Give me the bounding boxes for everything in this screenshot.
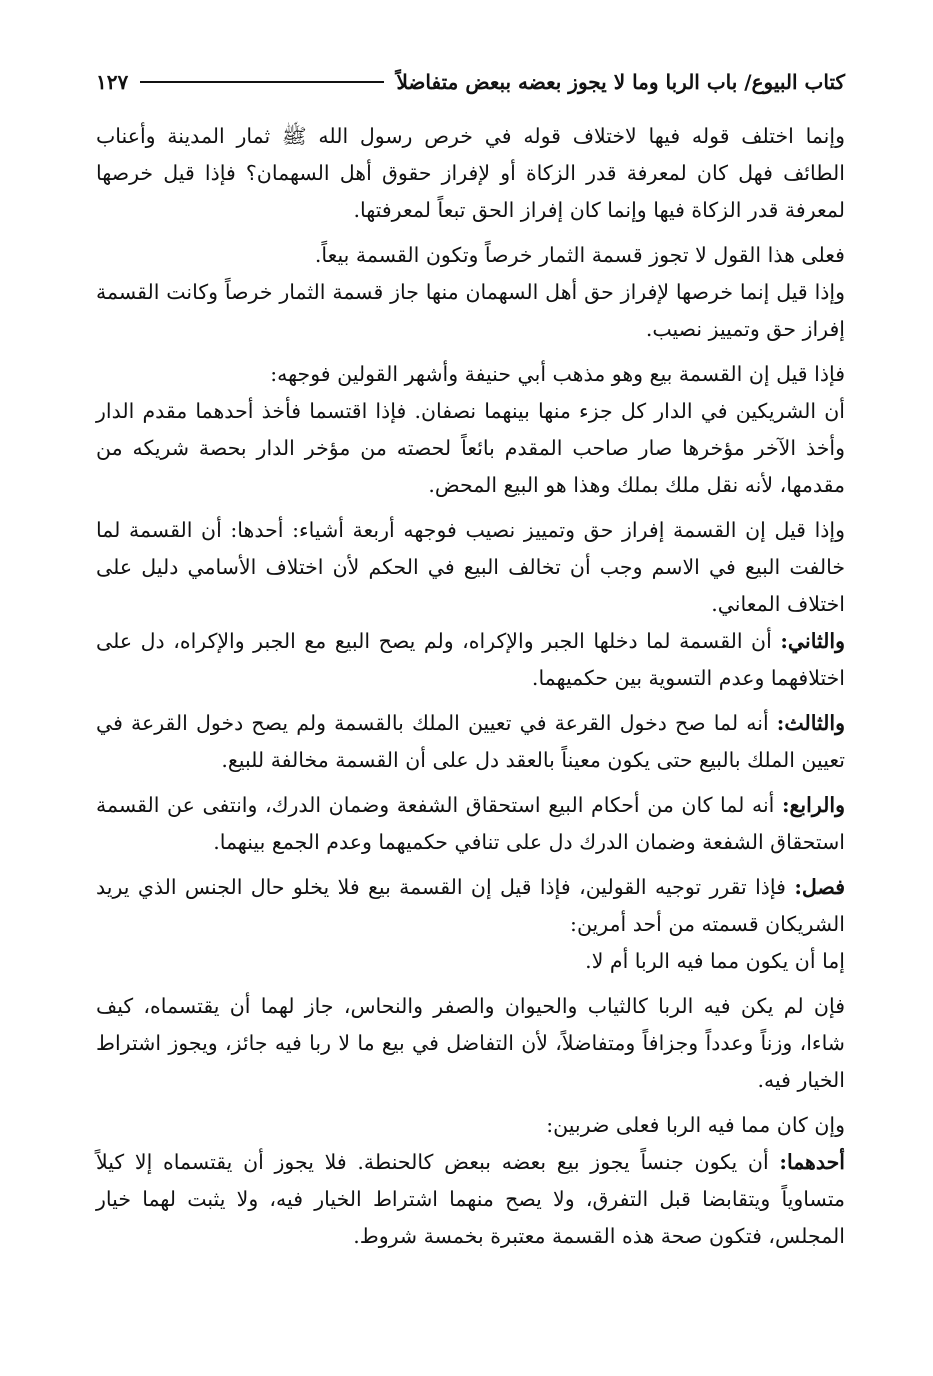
running-header (96, 62, 845, 102)
header-rule (140, 81, 384, 83)
paragraph-4 (96, 356, 845, 393)
paragraph-lead: والثاني: (780, 629, 845, 653)
paragraph-text: فإذا قيل إن القسمة بيع وهو مذهب أبي حنيفة وأشهر القولين فوجهه: (270, 362, 845, 386)
paragraph-lead: والرابع: (781, 793, 845, 817)
paragraph-text: وإذا قيل إن القسمة إفراز حق وتمييز نصيب فوجهه أربعة أشياء: أحدها: أن القسمة لما خالفت البيع في الاسم وجب أن تخالف البيع في الحكم لأن اختلاف الأسامي دليل على اختلاف المعاني. (96, 518, 845, 616)
paragraph-9 (96, 787, 845, 861)
page-body (96, 118, 845, 1255)
paragraph-text: وإذا قيل إنما خرصها لإفراز حق أهل السهمان منها جاز قسمة الثمار خرصاً وكانت القسمة إفراز حق وتمييز نصيب. (96, 280, 845, 341)
paragraph-text: فعلى هذا القول لا تجوز قسمة الثمار خرصاً وتكون القسمة بيعاً. (314, 243, 845, 267)
paragraph-2 (96, 237, 845, 274)
paragraph-lead: والثالث: (776, 711, 845, 735)
paragraph-lead: فصل: (794, 875, 845, 899)
paragraph-3 (96, 274, 845, 348)
paragraph-lead: أحدهما: (779, 1150, 845, 1174)
paragraph-6 (96, 512, 845, 623)
paragraph-8 (96, 705, 845, 779)
paragraph-5 (96, 393, 845, 504)
paragraph-text: فإذا تقرر توجيه القولين، فإذا قيل إن القسمة بيع فلا يخلو حال الجنس الذي يريد الشريكان قسمته من أحد أمرين: (96, 875, 845, 936)
paragraph-text: أنه لما كان من أحكام البيع استحقاق الشفعة وضمان الدرك، وانتفى عن القسمة استحقاق الشفعة وضمان الدرك دل على تنافي حكميهما وعدم الجمع بينهما. (96, 793, 845, 854)
paragraph-text: وإن كان مما فيه الربا فعلى ضربين: (546, 1113, 845, 1137)
paragraph-text: إما أن يكون مما فيه الربا أم لا. (585, 949, 845, 973)
paragraph-14 (96, 1144, 845, 1255)
paragraph-13 (96, 1107, 845, 1144)
paragraph-text: فإن لم يكن فيه الربا كالثياب والحيوان والصفر والنحاس، جاز لهما أن يقتسماه، كيف شاءا، وزناً وعدداً وجزافاً ومتفاضلاً، لأن التفاضل في بيع ما لا ربا فيه جائز، ويجوز اشتراط الخيار فيه. (96, 994, 845, 1092)
paragraph-text: أنه لما صح دخول القرعة في تعيين الملك بالقسمة ولم يصح دخول القرعة في تعيين الملك بالبيع حتى يكون معيناً بالعقد دل على أن القسمة مخالفة للبيع. (96, 711, 845, 772)
paragraph-text: أن القسمة لما دخلها الجبر والإكراه، ولم يصح البيع مع الجبر والإكراه، دل على اختلافهما وعدم التسوية بين حكميهما. (96, 629, 845, 690)
paragraph-10 (96, 869, 845, 943)
paragraph-7 (96, 623, 845, 697)
paragraph-1 (96, 118, 845, 229)
paragraph-11 (96, 943, 845, 980)
page-number: ١٢٧ (96, 70, 129, 94)
paragraph-text: أن الشريكين في الدار كل جزء منها بينهما نصفان. فإذا اقتسما فأخذ أحدهما مقدم الدار وأخذ الآخر مؤخرها صار صاحب المقدم بائعاً لحصته من مؤخر الدار بحصة شريكه من مقدمها، لأنه نقل ملك بملك وهذا هو البيع المحض. (96, 399, 845, 497)
paragraph-text: وإنما اختلف قوله فيها لاختلاف قوله في خرص رسول الله ﷺ ثمار المدينة وأعناب الطائف فهل كان لمعرفة قدر الزكاة أو لإفراز حقوق أهل السهمان؟ فإذا قيل خرصها لمعرفة قدر الزكاة فيها وإنما كان إفراز الحق تبعاً لمعرفتها. (96, 124, 845, 222)
paragraph-12 (96, 988, 845, 1099)
paragraph-text: أن يكون جنساً يجوز بيع بعضه ببعض كالحنطة. فلا يجوز أن يقتسماه إلا كيلاً متساوياً ويتقابضا قبل التفرق، ولا يصح منهما اشتراط الخيار فيه، ولا يثبت لهما خيار المجلس، فتكون صحة هذه القسمة معتبرة بخمسة شروط. (96, 1150, 845, 1248)
header-title: كتاب البيوع/ باب الربا وما لا يجوز بعضه ببعض متفاضلاً (396, 70, 845, 94)
